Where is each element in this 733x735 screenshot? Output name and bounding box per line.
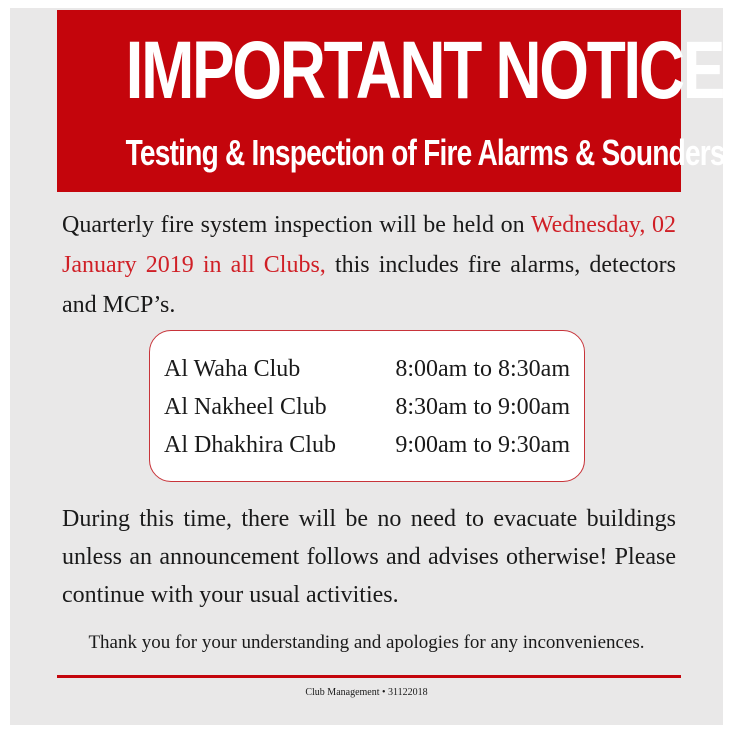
intro-paragraph [62,205,676,325]
schedule-row [164,350,570,388]
schedule-box [149,330,585,482]
schedule-row [164,388,570,426]
schedule-row [164,426,570,464]
notice-subtitle: Testing & Inspection of Fire Alarms & Sounders [125,132,725,173]
schedule-time: 8:00am to 8:30am [395,356,570,382]
footer-divider [57,675,681,678]
schedule-club: Al Nakheel Club [164,394,327,420]
intro-text-after: this includes fire alarms, detectors and MCP’s. [62,252,676,318]
schedule-club: Al Waha Club [164,356,301,382]
notice-banner [57,10,725,192]
intro-date-highlight: Wednesday, 02 January 2019 in all Clubs, [62,212,677,278]
footer-signature: Club Management • 31122018 [305,687,428,698]
notice-title: IMPORTANT NOTICE [125,25,724,116]
intro-text-before: Quarterly fire system inspection will be held on [62,212,531,238]
thank-you-note: Thank you for your understanding and apologies for any inconveniences. [88,632,645,653]
schedule-club: Al Dhakhira Club [164,432,336,458]
closing-paragraph: During this time, there will be no need to evacuate buildings unless an announcement follows and advises otherwise! Please continue with your usual activities. [62,506,676,608]
schedule-time: 9:00am to 9:30am [395,432,570,458]
notice-poster [10,8,723,725]
schedule-time: 8:30am to 9:00am [395,394,570,420]
